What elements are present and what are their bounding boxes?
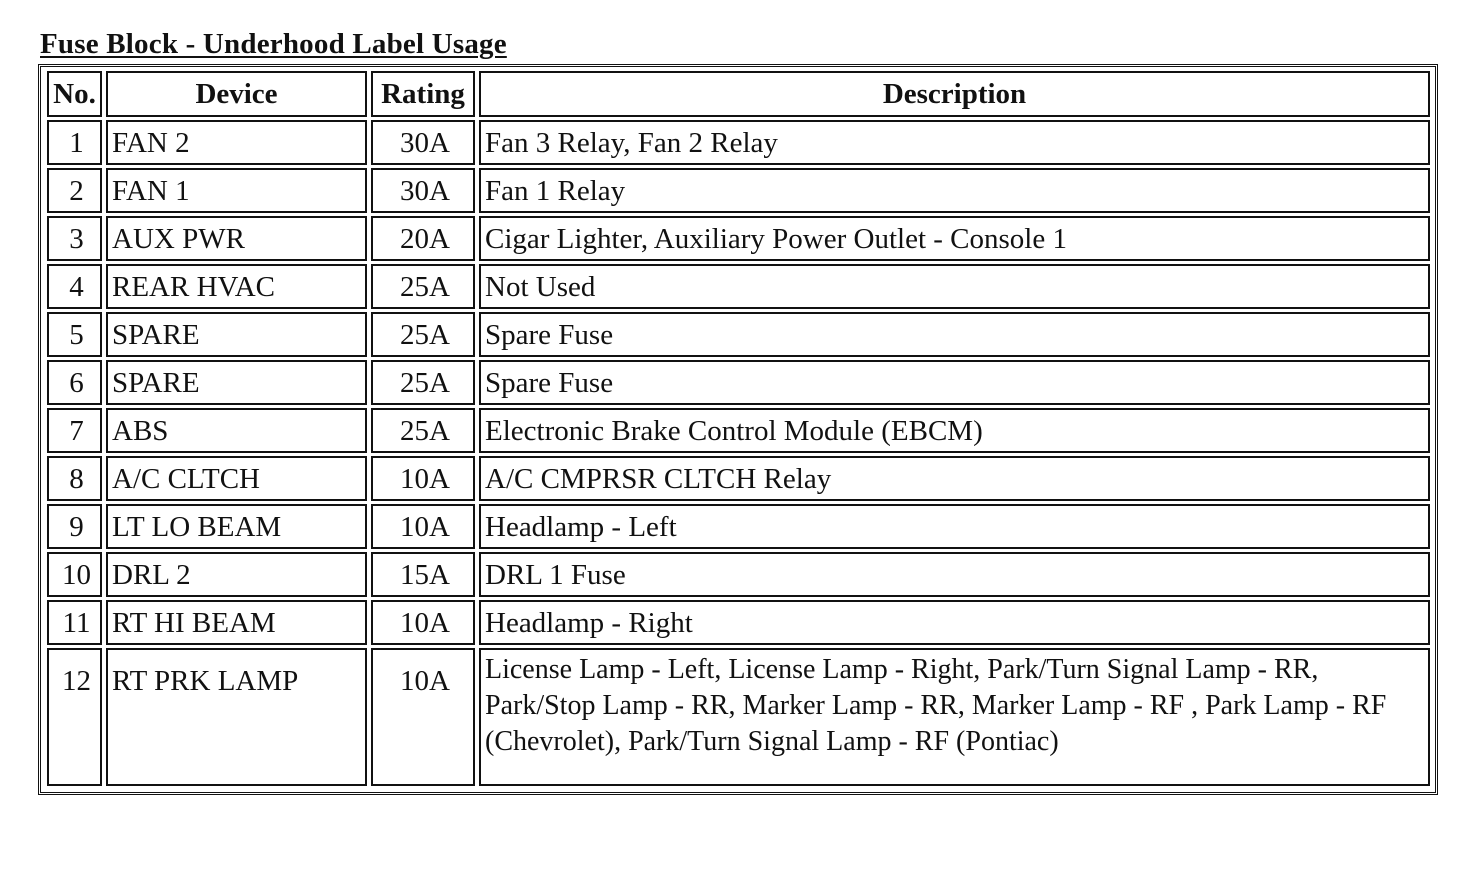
fuse-device: DRL 2 xyxy=(106,552,367,597)
fuse-rating: 10A xyxy=(371,600,475,645)
fuse-number: 8 xyxy=(47,456,102,501)
fuse-device: SPARE xyxy=(106,360,367,405)
fuse-device: A/C CLTCH xyxy=(106,456,367,501)
fuse-description: Headlamp - Right xyxy=(479,600,1430,645)
fuse-number: 7 xyxy=(47,408,102,453)
header-device: Device xyxy=(106,71,367,117)
fuse-rating: 10A xyxy=(371,504,475,549)
table-row xyxy=(47,168,1430,213)
fuse-rating: 25A xyxy=(371,312,475,357)
fuse-description: Spare Fuse xyxy=(479,360,1430,405)
table-row xyxy=(47,360,1430,405)
fuse-number: 5 xyxy=(47,312,102,357)
fuse-description: Headlamp - Left xyxy=(479,504,1430,549)
fuse-description: Electronic Brake Control Module (EBCM) xyxy=(479,408,1430,453)
fuse-rating: 20A xyxy=(371,216,475,261)
fuse-description: Fan 1 Relay xyxy=(479,168,1430,213)
header-rating: Rating xyxy=(371,71,475,117)
table-row xyxy=(47,600,1430,645)
fuse-number: 9 xyxy=(47,504,102,549)
fuse-device: FAN 2 xyxy=(106,120,367,165)
table-row xyxy=(47,456,1430,501)
table-row xyxy=(47,504,1430,549)
fuse-rating: 10A xyxy=(371,648,475,786)
fuse-rating: 25A xyxy=(371,360,475,405)
fuse-number: 10 xyxy=(47,552,102,597)
fuse-description: DRL 1 Fuse xyxy=(479,552,1430,597)
fuse-description: Fan 3 Relay, Fan 2 Relay xyxy=(479,120,1430,165)
fuse-description: License Lamp - Left, License Lamp - Right, Park/Turn Signal Lamp - RR, Park/Stop Lamp - RR, Marker Lamp - RR, Marker Lamp - RF , Park Lamp - RF (Chevrolet), Park/Turn Signal Lamp - RF (Pontiac) xyxy=(479,648,1430,786)
fuse-rating: 25A xyxy=(371,408,475,453)
fuse-number: 3 xyxy=(47,216,102,261)
fuse-rating: 15A xyxy=(371,552,475,597)
fuse-device: REAR HVAC xyxy=(106,264,367,309)
fuse-description: Spare Fuse xyxy=(479,312,1430,357)
document-title: Fuse Block - Underhood Label Usage xyxy=(40,28,507,60)
table-row xyxy=(47,120,1430,165)
fuse-device: ABS xyxy=(106,408,367,453)
fuse-device: RT PRK LAMP xyxy=(106,648,367,786)
header-description: Description xyxy=(479,71,1430,117)
table-header-row xyxy=(47,71,1430,117)
fuse-rating: 30A xyxy=(371,120,475,165)
fuse-device: LT LO BEAM xyxy=(106,504,367,549)
fuse-device: AUX PWR xyxy=(106,216,367,261)
table-row xyxy=(47,264,1430,309)
fuse-number: 1 xyxy=(47,120,102,165)
fuse-rating: 25A xyxy=(371,264,475,309)
table-row xyxy=(47,552,1430,597)
fuse-usage-table xyxy=(43,68,1434,789)
table-row xyxy=(47,648,1430,786)
fuse-device: SPARE xyxy=(106,312,367,357)
fuse-description: Cigar Lighter, Auxiliary Power Outlet - Console 1 xyxy=(479,216,1430,261)
fuse-rating: 30A xyxy=(371,168,475,213)
fuse-rating: 10A xyxy=(371,456,475,501)
fuse-number: 2 xyxy=(47,168,102,213)
fuse-number: 4 xyxy=(47,264,102,309)
fuse-device: FAN 1 xyxy=(106,168,367,213)
fuse-number: 6 xyxy=(47,360,102,405)
fuse-number: 11 xyxy=(47,600,102,645)
fuse-description: A/C CMPRSR CLTCH Relay xyxy=(479,456,1430,501)
table-row xyxy=(47,312,1430,357)
fuse-description: Not Used xyxy=(479,264,1430,309)
table-row xyxy=(47,408,1430,453)
table-row xyxy=(47,216,1430,261)
header-no: No. xyxy=(47,71,102,117)
fuse-number: 12 xyxy=(47,648,102,786)
fuse-device: RT HI BEAM xyxy=(106,600,367,645)
